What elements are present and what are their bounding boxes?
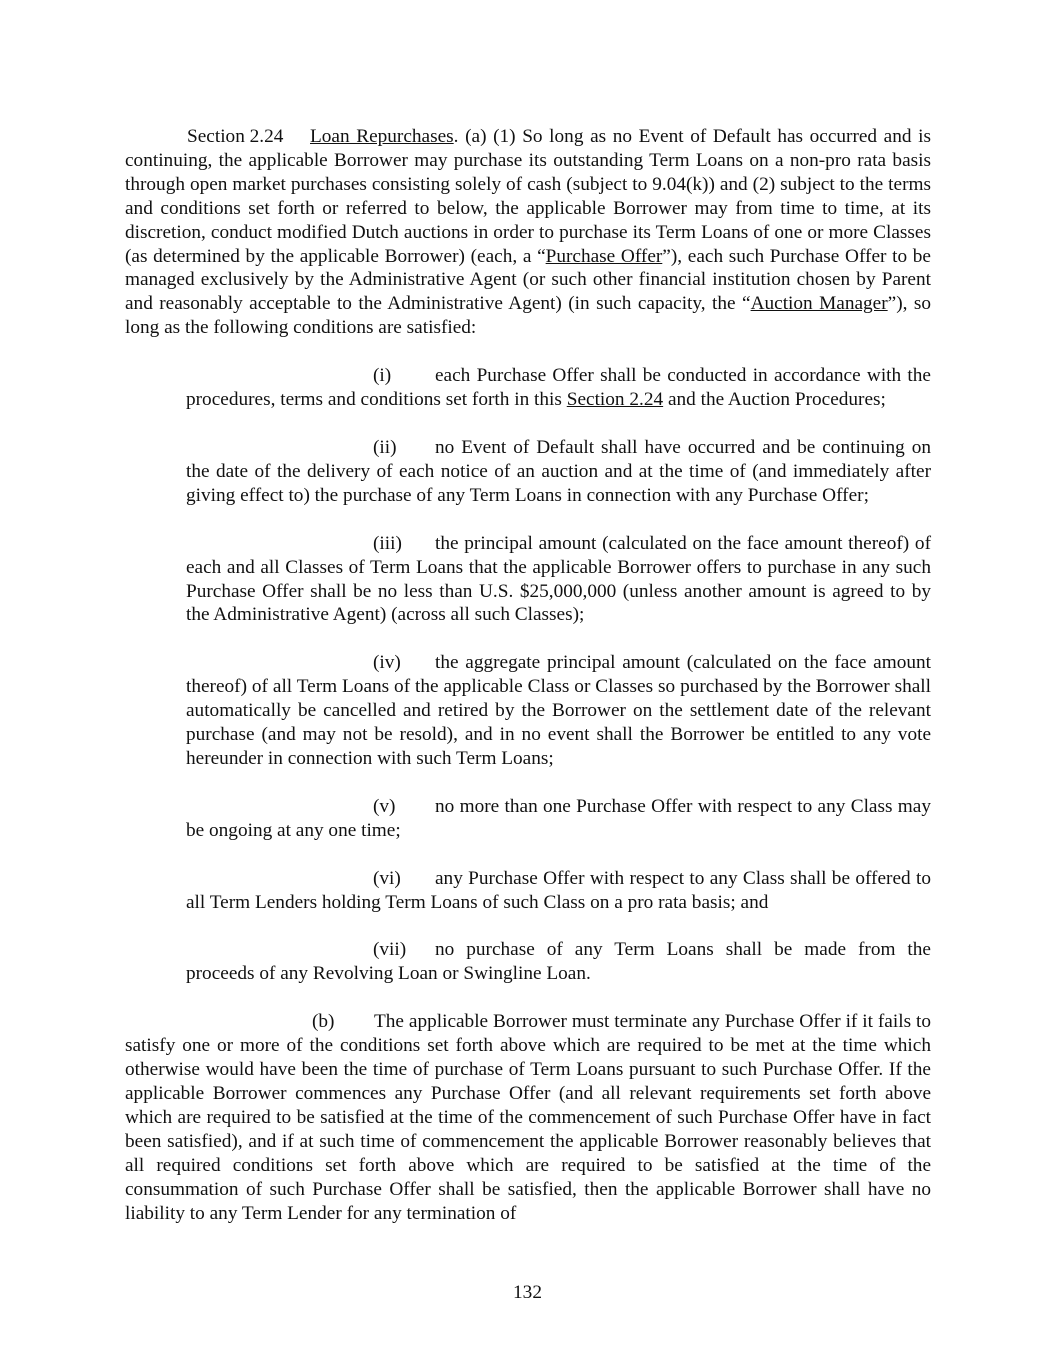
item-number: (vi): [373, 867, 401, 889]
list-item-vii: [186, 938, 931, 986]
intro-text-b: ”), each such Purchase Offer to be managed exclusively by the Administrative Agent (or such other financial institution chosen by Parent and reasonably acceptable to the Administrative Agent) (in such capacity, the “: [125, 245, 931, 315]
item-text: no Event of Default shall have occurred and be continuing on the date of the delivery of each notice of an auction and at the time of (and immediately after giving effect to) the purchase of any Term Loans in connection with any Purchase Offer;: [186, 436, 931, 506]
list-item-iii: [186, 532, 931, 628]
item-text: any Purchase Offer with respect to any Class shall be offered to all Term Lenders holding Term Loans of such Class on a pro rata basis; and: [186, 867, 931, 913]
list-item-iv: [186, 651, 931, 771]
intro-text-a: . (a) (1) So long as no Event of Default has occurred and is continuing, the applicable Borrower may purchase its outstanding Term Loans on a non-pro rata basis through open market purchases consisting solely of cash (subject to 9.04(k)) and (2) subject to the terms and conditions set forth or referred to below, the applicable Borrower may from time to time, at its discretion, conduct modified Dutch auctions in order to purchase its Term Loans of one or more Classes (as determined by the applicable Borrower) (each, a “: [125, 126, 931, 267]
list-item-vi: [186, 867, 931, 915]
page-number: 132: [513, 1282, 542, 1303]
section-reference: Section 2.24: [566, 389, 664, 411]
item-number: (iv): [373, 652, 401, 674]
section-title: Loan Repurchases: [310, 126, 454, 147]
term-purchase-offer: Purchase Offer: [545, 245, 663, 267]
item-number: (ii): [373, 436, 397, 458]
item-number: (iii): [373, 532, 402, 554]
paragraph-number: (b): [312, 1011, 335, 1033]
term-auction-manager: Auction Manager: [750, 293, 888, 315]
item-text: no more than one Purchase Offer with respect to any Class may be ongoing at any one time;: [186, 795, 931, 841]
item-text: no purchase of any Term Loans shall be made from the proceeds of any Revolving Loan or Swingline Loan.: [186, 939, 931, 985]
item-text: the aggregate principal amount (calculated on the face amount thereof) of all Term Loans of the applicable Class or Classes so purchased by the Borrower shall automatically be cancelled and retired by the Borrower on the settlement date of the relevant purchase (and may not be resold), and in no event shall the Borrower be entitled to any vote hereunder in connection with such Term Loans;: [186, 652, 931, 769]
item-text: and the Auction Procedures;: [663, 389, 886, 411]
section-intro-paragraph: [125, 125, 931, 340]
item-number: (vii): [373, 939, 407, 961]
item-text: each Purchase Offer shall be conducted in accordance with the procedures, terms and conditions set forth in this: [186, 365, 931, 411]
list-item-i: [186, 364, 931, 412]
item-number: (i): [373, 365, 392, 387]
item-number: (v): [373, 795, 396, 817]
list-item-ii: [186, 436, 931, 508]
paragraph-b: [125, 1010, 931, 1225]
intro-text-c: ”), so long as the following conditions are satisfied:: [125, 293, 931, 339]
document-page: [125, 125, 931, 1225]
list-item-v: [186, 795, 931, 843]
item-text: the principal amount (calculated on the face amount thereof) of each and all Classes of Term Loans that the applicable Borrower offers to purchase in any such Purchase Offer shall be no less than U.S. $25,000,000 (unless another amount is agreed to by the Administrative Agent) (across all such Classes);: [186, 532, 931, 626]
section-number: Section 2.24: [187, 126, 284, 147]
paragraph-text: The applicable Borrower must terminate any Purchase Offer if it fails to satisfy one or more of the conditions set forth above which are required to be met at the time which otherwise would have been the time of purchase of Term Loans pursuant to such Purchase Offer. If the applicable Borrower commences any Purchase Offer (and all relevant requirements set forth above which are required to be satisfied at the time of the commencement of such Purchase Offer have in fact been satisfied), and if at such time of commencement the applicable Borrower reasonably believes that all required conditions set forth above which are required to be satisfied at the time of the consummation of such Purchase Offer shall be satisfied, then the applicable Borrower shall have no liability to any Term Lender for any termination of: [125, 1011, 931, 1224]
